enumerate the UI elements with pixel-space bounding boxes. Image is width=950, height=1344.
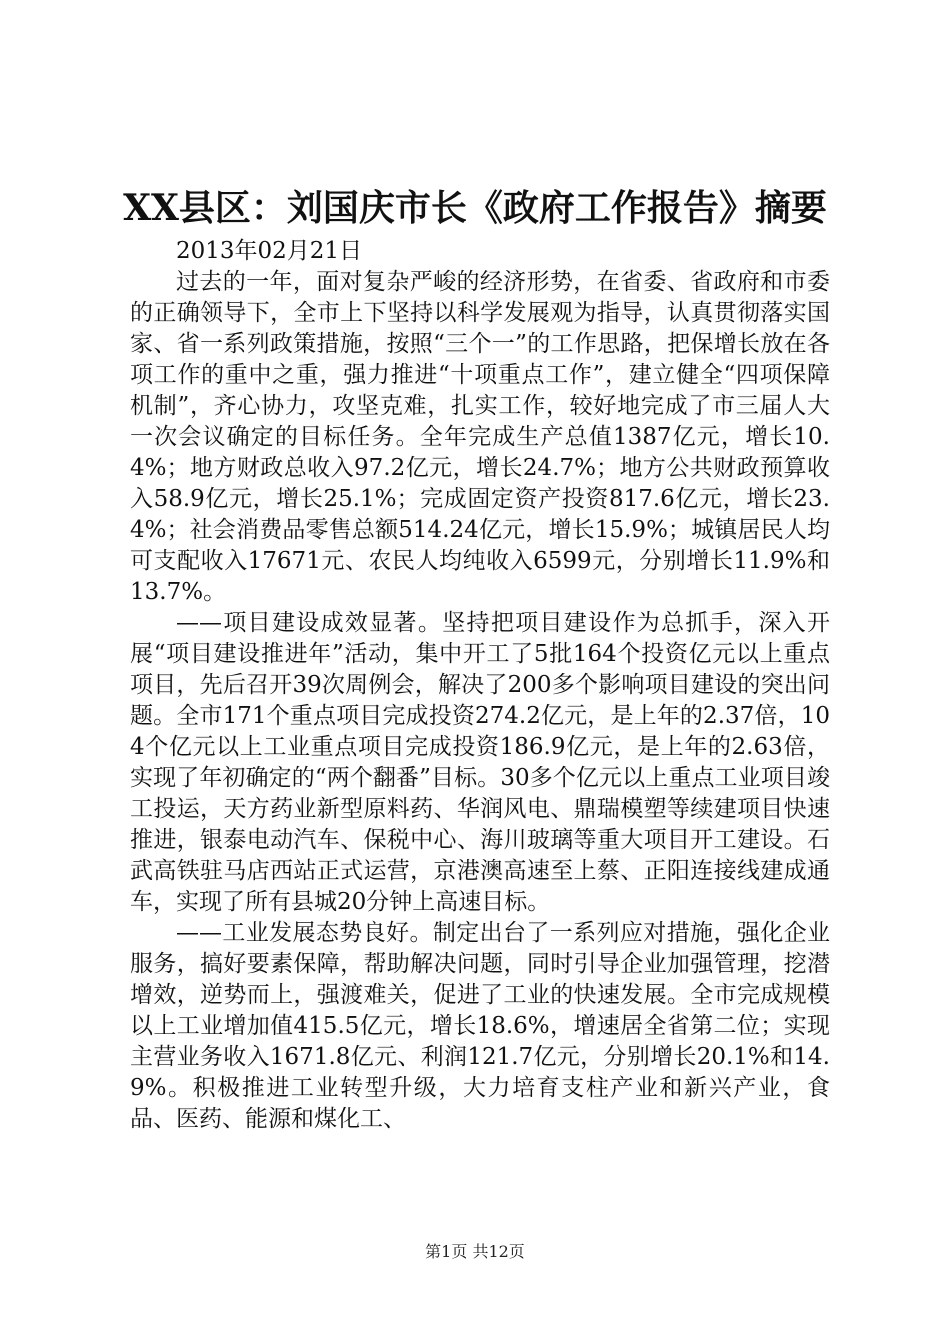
document-date: 2013年02月21日 xyxy=(176,238,363,264)
document-title: XX县区：刘国庆市长《政府工作报告》摘要 xyxy=(123,187,827,229)
page-footer: 第1页 共12页 xyxy=(425,1242,525,1261)
paragraph: ——项目建设成效显著。坚持把项目建设作为总抓手，深入开展“项目建设推进年”活动，集中开工了5批164个投资亿元以上重点项目，先后召开39次周例会，解决了200多个影响项目建设的突出问题。全市171个重点项目完成投资274.2亿元，是上年的2.37倍，104个亿元以上工业重点项目完成投资186.9亿元，是上年的2.63倍，实现了年初确定的“两个翻番”目标。30多个亿元以上重点工业项目竣工投运，天方药业新型原料药、华润风电、鼎瑞模塑等续建项目快速推进，银泰电动汽车、保税中心、海川玻璃等重大项目开工建设。石武高铁驻马店西站正式运营，京港澳高速至上蔡、正阳连接线建成通车，实现了所有县城20分钟上高速目标。 xyxy=(130,610,830,915)
paragraph: ——工业发展态势良好。制定出台了一系列应对措施，强化企业服务，搞好要素保障，帮助解决问题，同时引导企业加强管理，挖潜增效，逆势而上，强渡难关，促进了工业的快速发展。全市完成规模以上工业增加值415.5亿元，增长18.6%，增速居全省第二位；实现主营业务收入1671.8亿元、利润121.7亿元，分别增长20.1%和14.9%。积极推进工业转型升级，大力培育支柱产业和新兴产业，食品、医药、能源和煤化工、 xyxy=(130,920,830,1132)
document-body xyxy=(130,236,830,1135)
paragraph: 过去的一年，面对复杂严峻的经济形势，在省委、省政府和市委的正确领导下，全市上下坚持以科学发展观为指导，认真贯彻落实国家、省一系列政策措施，按照“三个一”的工作思路，把保增长放在各项工作的重中之重，强力推进“十项重点工作”，建立健全“四项保障机制”，齐心协力，攻坚克难，扎实工作，较好地完成了市三届人大一次会议确定的目标任务。全年完成生产总值1387亿元，增长10.4%；地方财政总收入97.2亿元，增长24.7%；地方公共财政预算收入58.9亿元，增长25.1%；完成固定资产投资817.6亿元，增长23.4%；社会消费品零售总额514.24亿元，增长15.9%；城镇居民人均可支配收入17671元、农民人均纯收入6599元，分别增长11.9%和13.7%。 xyxy=(130,269,830,605)
